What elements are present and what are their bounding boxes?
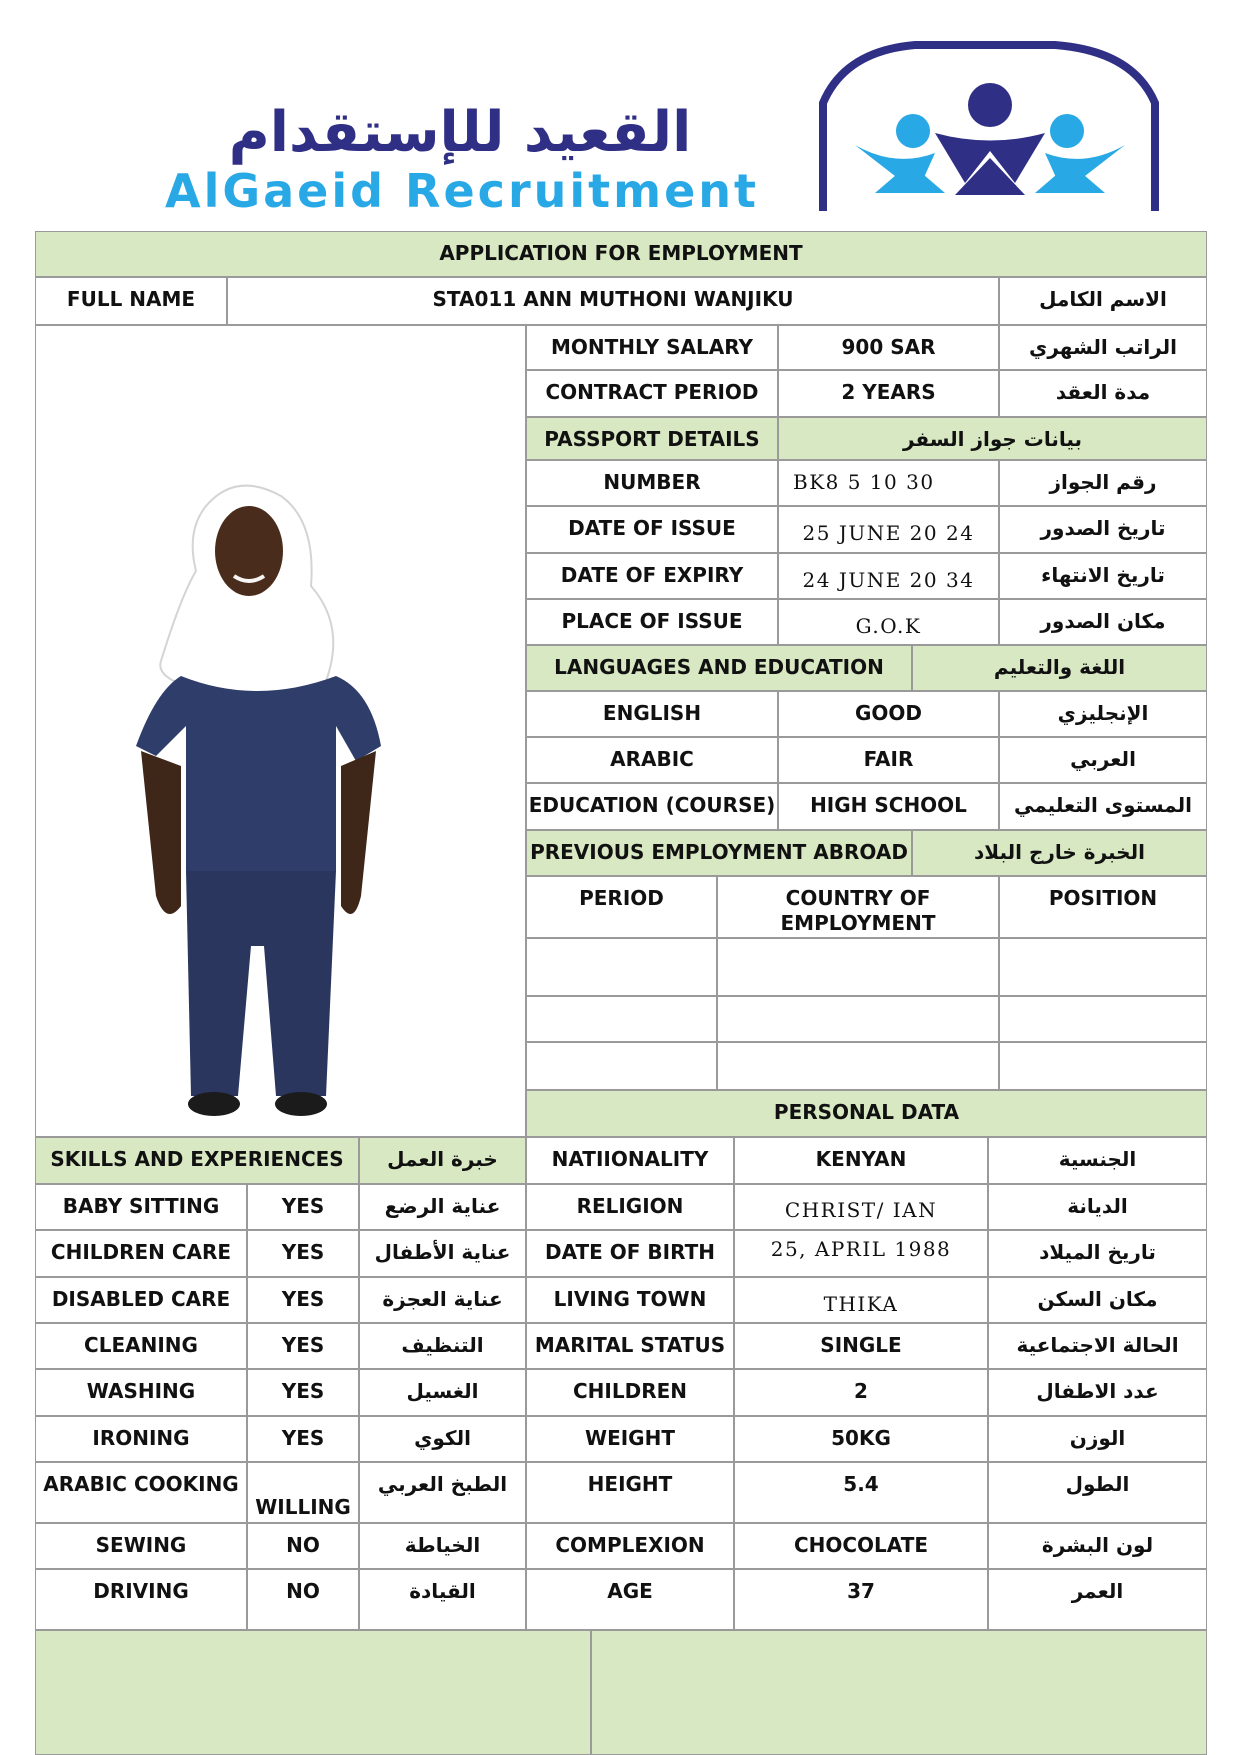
personal-value: 37	[734, 1569, 988, 1630]
personal-label: MARITAL STATUS	[526, 1323, 734, 1369]
personal-label: COMPLEXION	[526, 1523, 734, 1569]
skill-label: CHILDREN CARE	[35, 1230, 247, 1277]
skill-arabic-label: الخياطة	[359, 1523, 526, 1569]
skill-arabic-label: الكوي	[359, 1416, 526, 1462]
employment-empty-cell	[717, 938, 999, 996]
education-arabic-label: المستوى التعليمي	[999, 783, 1207, 830]
personal-value: 50KG	[734, 1416, 988, 1462]
place-of-issue-value: G.O.K	[778, 599, 999, 645]
logo-arabic-text: القعيد للإستقدام	[228, 100, 692, 165]
personal-arabic-label: عدد الاطفال	[988, 1369, 1207, 1416]
english-label: ENGLISH	[526, 691, 778, 737]
english-arabic-label: الإنجليزي	[999, 691, 1207, 737]
skill-arabic-label: التنظيف	[359, 1323, 526, 1369]
expiry-date-value: 24 JUNE 20 34	[778, 553, 999, 599]
employment-empty-cell	[999, 1042, 1207, 1090]
passport-header: PASSPORT DETAILS	[526, 417, 778, 460]
personal-value: 25, APRIL 1988	[734, 1230, 988, 1277]
personal-arabic-label: الوزن	[988, 1416, 1207, 1462]
contract-period-value: 2 YEARS	[778, 370, 999, 417]
employment-empty-cell	[526, 1042, 717, 1090]
skill-label: WASHING	[35, 1369, 247, 1416]
employment-empty-cell	[999, 938, 1207, 996]
contract-period-arabic-label: مدة العقد	[999, 370, 1207, 417]
skill-value: YES	[247, 1323, 359, 1369]
skill-arabic-label: القيادة	[359, 1569, 526, 1630]
skill-label: SEWING	[35, 1523, 247, 1569]
photo-frame	[35, 325, 526, 1137]
applicant-photo	[86, 476, 406, 1126]
skill-value: YES	[247, 1184, 359, 1230]
skill-arabic-label: عناية الرضع	[359, 1184, 526, 1230]
passport-number-label: NUMBER	[526, 460, 778, 506]
skill-value: YES	[247, 1416, 359, 1462]
skill-value: WILLING	[247, 1462, 359, 1523]
skill-arabic-label: الغسيل	[359, 1369, 526, 1416]
place-of-issue-arabic-label: مكان الصدور	[999, 599, 1207, 645]
logo-emblem-icon	[815, 33, 1160, 213]
personal-value: CHRIST/ IAN	[734, 1184, 988, 1230]
arabic-label: ARABIC	[526, 737, 778, 783]
logo	[100, 25, 1160, 218]
footer-box-right	[591, 1630, 1207, 1755]
personal-label: WEIGHT	[526, 1416, 734, 1462]
skill-label: ARABIC COOKING	[35, 1462, 247, 1523]
passport-header-arabic: بيانات جواز السفر	[778, 417, 1207, 460]
skill-arabic-label: عناية الأطفال	[359, 1230, 526, 1277]
personal-value: SINGLE	[734, 1323, 988, 1369]
employment-empty-cell	[999, 996, 1207, 1042]
skill-value: NO	[247, 1569, 359, 1630]
form-title: APPLICATION FOR EMPLOYMENT	[35, 231, 1207, 277]
skill-arabic-label: عناية العجزة	[359, 1277, 526, 1323]
employment-empty-cell	[526, 938, 717, 996]
skills-header-arabic: خبرة العمل	[359, 1137, 526, 1184]
personal-arabic-label: الديانة	[988, 1184, 1207, 1230]
contract-period-label: CONTRACT PERIOD	[526, 370, 778, 417]
skill-arabic-label: الطبخ العربي	[359, 1462, 526, 1523]
education-value: HIGH SCHOOL	[778, 783, 999, 830]
passport-number-value: BK8 5 10 30	[778, 460, 999, 506]
previous-employment-header: PREVIOUS EMPLOYMENT ABROAD	[526, 830, 912, 876]
issue-date-value: 25 JUNE 20 24	[778, 506, 999, 553]
skill-label: DISABLED CARE	[35, 1277, 247, 1323]
skill-label: DRIVING	[35, 1569, 247, 1630]
issue-date-label: DATE OF ISSUE	[526, 506, 778, 553]
personal-label: HEIGHT	[526, 1462, 734, 1523]
languages-header: LANGUAGES AND EDUCATION	[526, 645, 912, 691]
personal-label: AGE	[526, 1569, 734, 1630]
english-value: GOOD	[778, 691, 999, 737]
place-of-issue-label: PLACE OF ISSUE	[526, 599, 778, 645]
previous-employment-header-arabic: الخبرة خارج البلاد	[912, 830, 1207, 876]
period-column-header: PERIOD	[526, 876, 717, 938]
personal-label: RELIGION	[526, 1184, 734, 1230]
skill-value: YES	[247, 1369, 359, 1416]
personal-arabic-label: مكان السكن	[988, 1277, 1207, 1323]
skill-label: BABY SITTING	[35, 1184, 247, 1230]
personal-arabic-label: الجنسية	[988, 1137, 1207, 1184]
personal-arabic-label: العمر	[988, 1569, 1207, 1630]
passport-number-arabic-label: رقم الجواز	[999, 460, 1207, 506]
country-column-header: COUNTRY OF EMPLOYMENT	[717, 876, 999, 938]
arabic-value: FAIR	[778, 737, 999, 783]
full-name-arabic-label: الاسم الكامل	[999, 277, 1207, 325]
skill-label: CLEANING	[35, 1323, 247, 1369]
personal-label: NATIIONALITY	[526, 1137, 734, 1184]
skill-value: NO	[247, 1523, 359, 1569]
skills-header: SKILLS AND EXPERIENCES	[35, 1137, 359, 1184]
full-name-value: STA011 ANN MUTHONI WANJIKU	[227, 277, 999, 325]
personal-arabic-label: الطول	[988, 1462, 1207, 1523]
personal-arabic-label: تاريخ الميلاد	[988, 1230, 1207, 1277]
languages-header-arabic: اللغة والتعليم	[912, 645, 1207, 691]
personal-data-header: PERSONAL DATA	[526, 1090, 1207, 1137]
full-name-label: FULL NAME	[35, 277, 227, 325]
salary-label: MONTHLY SALARY	[526, 325, 778, 370]
education-label: EDUCATION (COURSE)	[526, 783, 778, 830]
salary-value: 900 SAR	[778, 325, 999, 370]
personal-value: KENYAN	[734, 1137, 988, 1184]
expiry-date-arabic-label: تاريخ الانتهاء	[999, 553, 1207, 599]
skill-label: IRONING	[35, 1416, 247, 1462]
personal-arabic-label: الحالة الاجتماعية	[988, 1323, 1207, 1369]
arabic-arabic-label: العربي	[999, 737, 1207, 783]
personal-label: CHILDREN	[526, 1369, 734, 1416]
personal-value: 5.4	[734, 1462, 988, 1523]
skill-value: YES	[247, 1230, 359, 1277]
position-column-header: POSITION	[999, 876, 1207, 938]
footer-box-left	[35, 1630, 591, 1755]
personal-label: DATE OF BIRTH	[526, 1230, 734, 1277]
personal-arabic-label: لون البشرة	[988, 1523, 1207, 1569]
employment-empty-cell	[717, 996, 999, 1042]
issue-date-arabic-label: تاريخ الصدور	[999, 506, 1207, 553]
personal-value: CHOCOLATE	[734, 1523, 988, 1569]
personal-label: LIVING TOWN	[526, 1277, 734, 1323]
expiry-date-label: DATE OF EXPIRY	[526, 553, 778, 599]
logo-english-text: AlGaeid Recruitment	[164, 164, 760, 218]
skill-value: YES	[247, 1277, 359, 1323]
employment-empty-cell	[717, 1042, 999, 1090]
salary-arabic-label: الراتب الشهري	[999, 325, 1207, 370]
personal-value: THIKA	[734, 1277, 988, 1323]
personal-value: 2	[734, 1369, 988, 1416]
employment-empty-cell	[526, 996, 717, 1042]
